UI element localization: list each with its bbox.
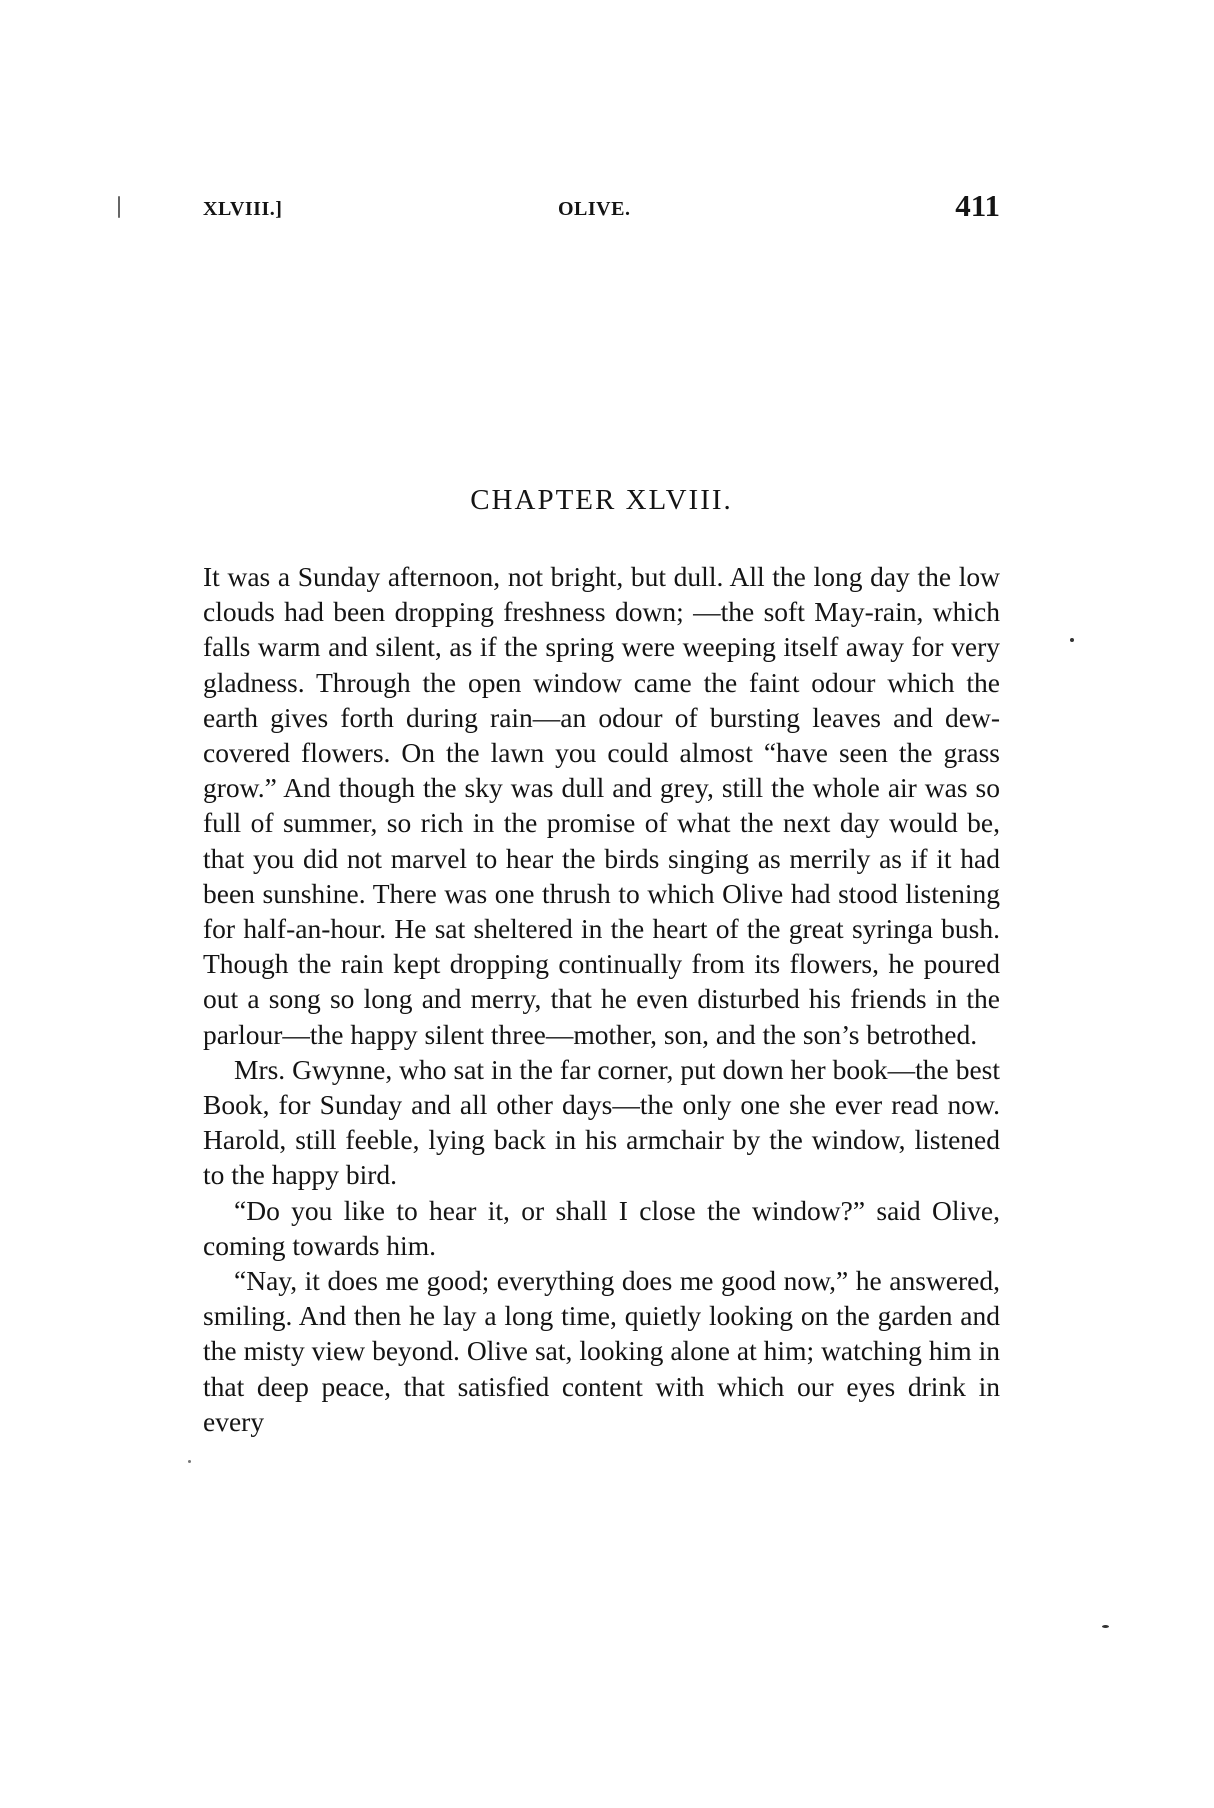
- page-number: 411: [955, 188, 1000, 223]
- scan-speck: [1070, 638, 1074, 642]
- running-head-title: OLIVE.: [558, 198, 631, 220]
- scan-speck: [118, 196, 120, 218]
- paragraph-1: It was a Sunday afternoon, not bright, but dull. All the long day the low clouds had been dropping freshness down; —the soft May-rain, which falls warm and silent, as if the spring were weeping itself away for very gladness. Through the open window came the faint odour which the earth gives forth during rain—an odour of bursting leaves and dew-covered flowers. On the lawn you could almost “have seen the grass grow.” And though the sky was dull and grey, still the whole air was so full of summer, so rich in the promise of what the next day would be, that you did not marvel to hear the birds singing as merrily as if it had been sunshine. There was one thrush to which Olive had stood listening for half-an-hour. He sat sheltered in the heart of the great syringa bush. Though the rain kept dropping continually from its flowers, he poured out a song so long and merry, that he even disturbed his friends in the parlour—the happy silent three—mother, son, and the son’s betrothed.: [203, 561, 1000, 1050]
- running-head-chapter: XLVIII.]: [203, 198, 283, 220]
- running-head: [203, 188, 1000, 228]
- paragraph-4: “Nay, it does me good; everything does me good now,” he answered, smiling. And then he lay a long time, quietly looking on the garden and the misty view beyond. Olive sat, looking alone at him; watching him in that deep peace, that satisfied content with which our eyes drink in every: [203, 1265, 1000, 1437]
- scan-speck: [1102, 1625, 1109, 1628]
- paragraph-2: Mrs. Gwynne, who sat in the far corner, put down her book—the best Book, for Sunday and all other days—the only one she ever read now. Harold, still feeble, lying back in his armchair by the window, listened to the happy bird.: [203, 1053, 1000, 1191]
- body-text: [203, 559, 1000, 1439]
- scan-speck: [188, 1460, 191, 1463]
- chapter-title: CHAPTER XLVIII.: [470, 484, 733, 516]
- paragraph-3: “Do you like to hear it, or shall I close the window?” said Olive, coming towards him.: [203, 1194, 1000, 1261]
